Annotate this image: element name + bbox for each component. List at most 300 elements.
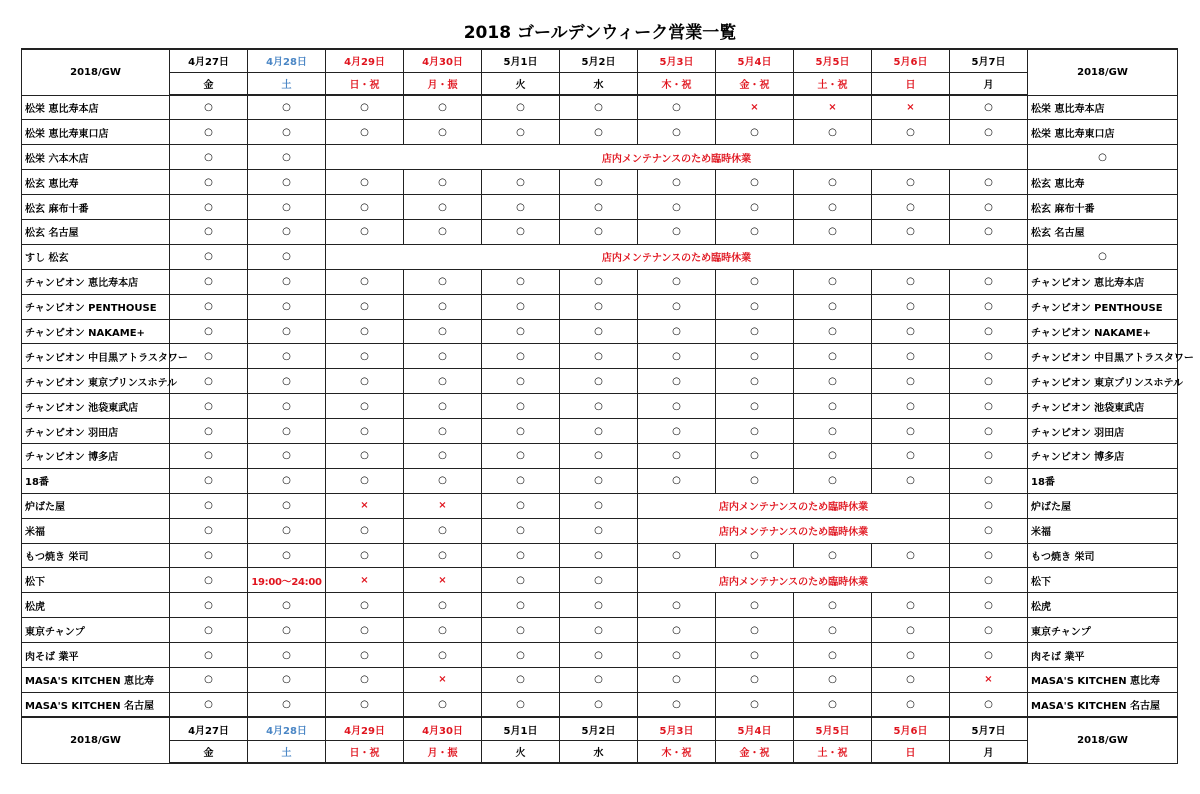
store-name-left: チャンピオン 博多店 <box>22 443 170 468</box>
open-mark: ○ <box>404 344 482 369</box>
open-mark: ○ <box>170 195 248 220</box>
open-mark: ○ <box>482 593 560 618</box>
open-mark: ○ <box>326 643 404 668</box>
open-mark: ○ <box>170 369 248 394</box>
footer-date-row <box>22 717 1178 740</box>
open-mark: ○ <box>560 618 638 643</box>
open-mark: ○ <box>248 294 326 319</box>
open-mark: ○ <box>560 568 638 593</box>
store-name-left: 松下 <box>22 568 170 593</box>
open-mark: ○ <box>794 667 872 692</box>
store-name-right: 松栄 恵比寿東口店 <box>1028 120 1178 145</box>
open-mark: ○ <box>794 643 872 668</box>
open-mark: ○ <box>326 543 404 568</box>
store-name-right: チャンピオン 博多店 <box>1028 443 1178 468</box>
open-mark: ○ <box>248 518 326 543</box>
open-mark: ○ <box>872 394 950 419</box>
open-mark: ○ <box>170 145 248 170</box>
header-weekday-cell: 日・祝 <box>326 72 404 95</box>
open-mark: ○ <box>872 219 950 244</box>
open-mark: ○ <box>248 170 326 195</box>
open-mark: ○ <box>560 319 638 344</box>
open-mark: ○ <box>872 120 950 145</box>
open-mark: ○ <box>404 593 482 618</box>
open-mark: ○ <box>482 468 560 493</box>
open-mark: ○ <box>170 618 248 643</box>
open-mark: ○ <box>872 419 950 444</box>
open-mark: ○ <box>248 95 326 120</box>
open-mark: ○ <box>716 319 794 344</box>
open-mark: ○ <box>638 369 716 394</box>
open-mark: ○ <box>560 394 638 419</box>
open-mark: ○ <box>248 394 326 419</box>
open-mark: ○ <box>794 344 872 369</box>
open-mark: ○ <box>950 219 1028 244</box>
open-mark: ○ <box>638 269 716 294</box>
open-mark: ○ <box>170 219 248 244</box>
open-mark: ○ <box>404 643 482 668</box>
open-mark: ○ <box>560 269 638 294</box>
store-name-left: MASA'S KITCHEN 恵比寿 <box>22 667 170 692</box>
open-mark: ○ <box>716 468 794 493</box>
open-mark: ○ <box>170 170 248 195</box>
footer-weekday-cell: 土 <box>248 740 326 763</box>
open-mark: ○ <box>170 344 248 369</box>
header-date-cell: 4月27日 <box>170 49 248 72</box>
open-mark: ○ <box>560 120 638 145</box>
open-mark: ○ <box>716 369 794 394</box>
store-name-left: 松虎 <box>22 593 170 618</box>
open-mark: ○ <box>560 95 638 120</box>
open-mark: ○ <box>482 618 560 643</box>
open-mark: ○ <box>950 95 1028 120</box>
open-mark: ○ <box>950 692 1028 717</box>
open-mark: ○ <box>560 667 638 692</box>
open-mark: ○ <box>560 468 638 493</box>
store-name-left: 肉そば 業平 <box>22 643 170 668</box>
table-row <box>22 493 1178 518</box>
footer-weekday-cell: 日・祝 <box>326 740 404 763</box>
open-mark: ○ <box>482 369 560 394</box>
open-mark: ○ <box>638 344 716 369</box>
open-mark: ○ <box>404 269 482 294</box>
open-mark: ○ <box>170 95 248 120</box>
open-mark: ○ <box>482 219 560 244</box>
store-name-right: MASA'S KITCHEN 恵比寿 <box>1028 667 1178 692</box>
header-date-cell: 5月3日 <box>638 49 716 72</box>
table-row <box>22 667 1178 692</box>
open-mark: ○ <box>170 468 248 493</box>
open-mark: ○ <box>170 593 248 618</box>
header-corner-left: 2018/GW <box>22 49 170 95</box>
open-mark: ○ <box>326 692 404 717</box>
open-mark: ○ <box>326 518 404 543</box>
store-name-left: チャンピオン 池袋東武店 <box>22 394 170 419</box>
open-mark: ○ <box>638 195 716 220</box>
open-mark: ○ <box>716 593 794 618</box>
open-mark: ○ <box>404 543 482 568</box>
open-mark: ○ <box>248 344 326 369</box>
footer-date-cell: 4月29日 <box>326 717 404 740</box>
open-mark: ○ <box>482 543 560 568</box>
open-mark: ○ <box>794 692 872 717</box>
open-mark: ○ <box>872 195 950 220</box>
footer-date-cell: 5月7日 <box>950 717 1028 740</box>
open-mark: ○ <box>170 543 248 568</box>
header-weekday-cell: 日 <box>872 72 950 95</box>
open-mark: ○ <box>950 518 1028 543</box>
store-name-left: チャンピオン 羽田店 <box>22 419 170 444</box>
header-date-cell: 5月7日 <box>950 49 1028 72</box>
open-mark: ○ <box>326 269 404 294</box>
open-mark: ○ <box>326 443 404 468</box>
open-mark: ○ <box>170 394 248 419</box>
open-mark: ○ <box>170 244 248 269</box>
footer-weekday-cell: 木・祝 <box>638 740 716 763</box>
table-row <box>22 170 1178 195</box>
open-mark: ○ <box>404 419 482 444</box>
store-name-right: チャンピオン PENTHOUSE <box>1028 294 1178 319</box>
footer-weekday-cell: 水 <box>560 740 638 763</box>
store-name-left: 松栄 恵比寿本店 <box>22 95 170 120</box>
open-mark: ○ <box>872 170 950 195</box>
open-mark: ○ <box>638 394 716 419</box>
table-row <box>22 195 1178 220</box>
store-name-left: 炉ばた屋 <box>22 493 170 518</box>
open-mark: ○ <box>326 294 404 319</box>
closed-mark: × <box>716 95 794 120</box>
open-mark: ○ <box>950 593 1028 618</box>
open-mark: ○ <box>326 394 404 419</box>
open-mark: ○ <box>326 618 404 643</box>
open-mark: ○ <box>170 319 248 344</box>
open-mark: ○ <box>482 443 560 468</box>
closed-mark: × <box>404 568 482 593</box>
header-date-cell: 4月28日 <box>248 49 326 72</box>
store-name-left: チャンピオン 恵比寿本店 <box>22 269 170 294</box>
store-name-left: MASA'S KITCHEN 名古屋 <box>22 692 170 717</box>
table-row <box>22 145 1178 170</box>
schedule-table <box>21 48 1194 764</box>
open-mark: ○ <box>482 667 560 692</box>
table-row <box>22 419 1178 444</box>
open-mark: ○ <box>872 667 950 692</box>
store-name-right: チャンピオン 中目黒アトラスタワー <box>1028 344 1178 369</box>
closed-mark: × <box>404 667 482 692</box>
open-mark: ○ <box>794 219 872 244</box>
open-mark: ○ <box>950 468 1028 493</box>
open-mark: ○ <box>170 419 248 444</box>
store-name-left: チャンピオン PENTHOUSE <box>22 294 170 319</box>
open-mark: ○ <box>248 468 326 493</box>
table-row <box>22 244 1178 269</box>
open-mark: ○ <box>482 394 560 419</box>
store-name-left: もつ焼き 栄司 <box>22 543 170 568</box>
open-mark: ○ <box>716 344 794 369</box>
open-mark: ○ <box>248 618 326 643</box>
open-mark: ○ <box>716 618 794 643</box>
open-mark: ○ <box>794 443 872 468</box>
footer-date-cell: 5月5日 <box>794 717 872 740</box>
closure-notice: 店内メンテナンスのため臨時休業 <box>326 145 1028 170</box>
footer-date-cell: 4月27日 <box>170 717 248 740</box>
open-mark: ○ <box>638 95 716 120</box>
table-row <box>22 643 1178 668</box>
header-date-cell: 5月6日 <box>872 49 950 72</box>
store-name-right: チャンピオン 恵比寿本店 <box>1028 269 1178 294</box>
store-name-left: チャンピオン 中目黒アトラスタワー <box>22 344 170 369</box>
open-mark: ○ <box>794 468 872 493</box>
header-weekday-cell: 火 <box>482 72 560 95</box>
closure-notice: 店内メンテナンスのため臨時休業 <box>638 568 950 593</box>
open-mark: ○ <box>560 344 638 369</box>
open-mark: ○ <box>326 593 404 618</box>
open-mark: ○ <box>716 120 794 145</box>
table-row <box>22 468 1178 493</box>
open-mark: ○ <box>170 667 248 692</box>
open-mark: ○ <box>638 443 716 468</box>
open-mark: ○ <box>170 643 248 668</box>
open-mark: ○ <box>326 219 404 244</box>
table-row <box>22 593 1178 618</box>
open-mark: ○ <box>638 618 716 643</box>
open-mark: ○ <box>482 419 560 444</box>
store-name-right: もつ焼き 栄司 <box>1028 543 1178 568</box>
closed-mark: × <box>326 493 404 518</box>
open-mark: ○ <box>794 543 872 568</box>
store-name-right: 松玄 名古屋 <box>1028 219 1178 244</box>
closed-mark: × <box>950 667 1028 692</box>
open-mark: ○ <box>560 543 638 568</box>
store-name-left: すし 松玄 <box>22 244 170 269</box>
open-mark: ○ <box>794 120 872 145</box>
open-mark: ○ <box>404 219 482 244</box>
store-name-right: 松玄 麻布十番 <box>1028 195 1178 220</box>
open-mark: ○ <box>794 319 872 344</box>
open-mark: ○ <box>950 394 1028 419</box>
store-name-left: 松栄 六本木店 <box>22 145 170 170</box>
open-mark: ○ <box>872 468 950 493</box>
table-row <box>22 518 1178 543</box>
open-mark: ○ <box>950 493 1028 518</box>
open-mark: ○ <box>638 593 716 618</box>
open-mark: ○ <box>482 195 560 220</box>
open-mark: ○ <box>248 543 326 568</box>
open-mark: ○ <box>326 95 404 120</box>
open-mark: ○ <box>560 518 638 543</box>
store-name-right: 松玄 恵比寿 <box>1028 170 1178 195</box>
open-mark: ○ <box>560 493 638 518</box>
open-mark: ○ <box>404 443 482 468</box>
open-mark: ○ <box>794 269 872 294</box>
store-name-right: 炉ばた屋 <box>1028 493 1178 518</box>
footer-weekday-cell: 月・振 <box>404 740 482 763</box>
open-mark: ○ <box>404 468 482 493</box>
open-mark: ○ <box>404 518 482 543</box>
closure-notice: 店内メンテナンスのため臨時休業 <box>638 493 950 518</box>
open-mark: ○ <box>638 468 716 493</box>
open-mark: ○ <box>482 344 560 369</box>
open-mark: ○ <box>404 120 482 145</box>
open-mark: ○ <box>560 294 638 319</box>
open-mark: ○ <box>638 294 716 319</box>
open-mark: ○ <box>872 643 950 668</box>
open-mark: ○ <box>326 468 404 493</box>
open-mark: ○ <box>872 593 950 618</box>
footer-date-cell: 4月28日 <box>248 717 326 740</box>
table-row <box>22 394 1178 419</box>
store-name-right: 18番 <box>1028 468 1178 493</box>
store-name-right: 米福 <box>1028 518 1178 543</box>
open-mark: ○ <box>404 692 482 717</box>
store-name-left: 松栄 恵比寿東口店 <box>22 120 170 145</box>
footer-date-cell: 5月6日 <box>872 717 950 740</box>
open-mark: ○ <box>560 170 638 195</box>
footer-weekday-cell: 月 <box>950 740 1028 763</box>
open-mark: ○ <box>326 667 404 692</box>
open-mark: ○ <box>248 493 326 518</box>
open-mark: ○ <box>638 667 716 692</box>
open-mark: ○ <box>950 269 1028 294</box>
store-name-right: MASA'S KITCHEN 名古屋 <box>1028 692 1178 717</box>
open-mark: ○ <box>794 170 872 195</box>
footer-weekday-cell: 日 <box>872 740 950 763</box>
open-mark: ○ <box>1028 244 1178 269</box>
store-name-left: チャンピオン NAKAME+ <box>22 319 170 344</box>
open-mark: ○ <box>716 692 794 717</box>
open-mark: ○ <box>560 195 638 220</box>
open-mark: ○ <box>950 443 1028 468</box>
header-weekday-cell: 木・祝 <box>638 72 716 95</box>
open-mark: ○ <box>950 195 1028 220</box>
table-row <box>22 618 1178 643</box>
open-mark: ○ <box>404 195 482 220</box>
header-weekday-cell: 金・祝 <box>716 72 794 95</box>
open-mark: ○ <box>560 593 638 618</box>
open-mark: ○ <box>404 369 482 394</box>
open-mark: ○ <box>404 95 482 120</box>
open-mark: ○ <box>404 394 482 419</box>
store-name-right: チャンピオン NAKAME+ <box>1028 319 1178 344</box>
table-row <box>22 344 1178 369</box>
open-mark: ○ <box>950 294 1028 319</box>
open-mark: ○ <box>248 269 326 294</box>
open-mark: ○ <box>716 269 794 294</box>
open-mark: ○ <box>482 493 560 518</box>
open-mark: ○ <box>794 419 872 444</box>
open-mark: ○ <box>482 294 560 319</box>
header-date-row <box>22 49 1178 72</box>
store-name-left: 米福 <box>22 518 170 543</box>
open-mark: ○ <box>716 543 794 568</box>
open-mark: ○ <box>404 618 482 643</box>
header-weekday-cell: 土・祝 <box>794 72 872 95</box>
footer-weekday-cell: 土・祝 <box>794 740 872 763</box>
open-mark: ○ <box>872 269 950 294</box>
open-mark: ○ <box>248 244 326 269</box>
header-weekday-cell: 土 <box>248 72 326 95</box>
open-mark: ○ <box>170 568 248 593</box>
table-row <box>22 95 1178 120</box>
open-mark: ○ <box>248 219 326 244</box>
open-mark: ○ <box>794 195 872 220</box>
open-mark: ○ <box>716 170 794 195</box>
open-mark: ○ <box>482 170 560 195</box>
open-mark: ○ <box>794 394 872 419</box>
open-mark: ○ <box>794 618 872 643</box>
open-mark: ○ <box>482 269 560 294</box>
header-weekday-cell: 金 <box>170 72 248 95</box>
open-mark: ○ <box>872 543 950 568</box>
open-mark: ○ <box>872 294 950 319</box>
closure-notice: 店内メンテナンスのため臨時休業 <box>638 518 950 543</box>
open-mark: ○ <box>716 394 794 419</box>
header-weekday-row <box>22 72 1178 95</box>
footer-corner-right: 2018/GW <box>1028 717 1178 763</box>
open-mark: ○ <box>248 419 326 444</box>
open-mark: ○ <box>794 294 872 319</box>
open-mark: ○ <box>560 219 638 244</box>
open-mark: ○ <box>326 319 404 344</box>
open-mark: ○ <box>950 643 1028 668</box>
open-mark: ○ <box>170 120 248 145</box>
store-name-left: チャンピオン 東京プリンスホテル <box>22 369 170 394</box>
open-mark: ○ <box>950 618 1028 643</box>
open-mark: ○ <box>716 294 794 319</box>
open-mark: ○ <box>248 643 326 668</box>
store-name-left: 松玄 恵比寿 <box>22 170 170 195</box>
open-mark: ○ <box>950 170 1028 195</box>
closed-mark: × <box>326 568 404 593</box>
table-row <box>22 269 1178 294</box>
table-row <box>22 120 1178 145</box>
open-mark: ○ <box>560 643 638 668</box>
open-mark: ○ <box>638 692 716 717</box>
table-row <box>22 568 1178 593</box>
open-mark: ○ <box>326 344 404 369</box>
open-mark: ○ <box>248 667 326 692</box>
open-mark: ○ <box>326 120 404 145</box>
open-mark: ○ <box>326 195 404 220</box>
open-mark: ○ <box>326 369 404 394</box>
header-date-cell: 4月30日 <box>404 49 482 72</box>
open-mark: ○ <box>950 543 1028 568</box>
footer-date-cell: 5月1日 <box>482 717 560 740</box>
header-date-cell: 5月5日 <box>794 49 872 72</box>
closed-mark: × <box>794 95 872 120</box>
footer-corner-left: 2018/GW <box>22 717 170 763</box>
open-mark: ○ <box>170 443 248 468</box>
closed-mark: × <box>404 493 482 518</box>
open-mark: ○ <box>248 145 326 170</box>
open-mark: ○ <box>638 319 716 344</box>
open-mark: ○ <box>716 219 794 244</box>
open-mark: ○ <box>482 568 560 593</box>
open-mark: ○ <box>872 692 950 717</box>
table-row <box>22 543 1178 568</box>
page-title: 2018 ゴールデンウィーク営業一覧 <box>463 23 737 43</box>
store-name-right: 松栄 恵比寿本店 <box>1028 95 1178 120</box>
open-mark: ○ <box>326 419 404 444</box>
table-row <box>22 319 1178 344</box>
footer-weekday-cell: 火 <box>482 740 560 763</box>
open-mark: ○ <box>482 319 560 344</box>
store-name-right: 東京チャンプ <box>1028 618 1178 643</box>
open-mark: ○ <box>248 593 326 618</box>
open-mark: ○ <box>794 369 872 394</box>
open-mark: ○ <box>638 120 716 145</box>
open-mark: ○ <box>638 643 716 668</box>
